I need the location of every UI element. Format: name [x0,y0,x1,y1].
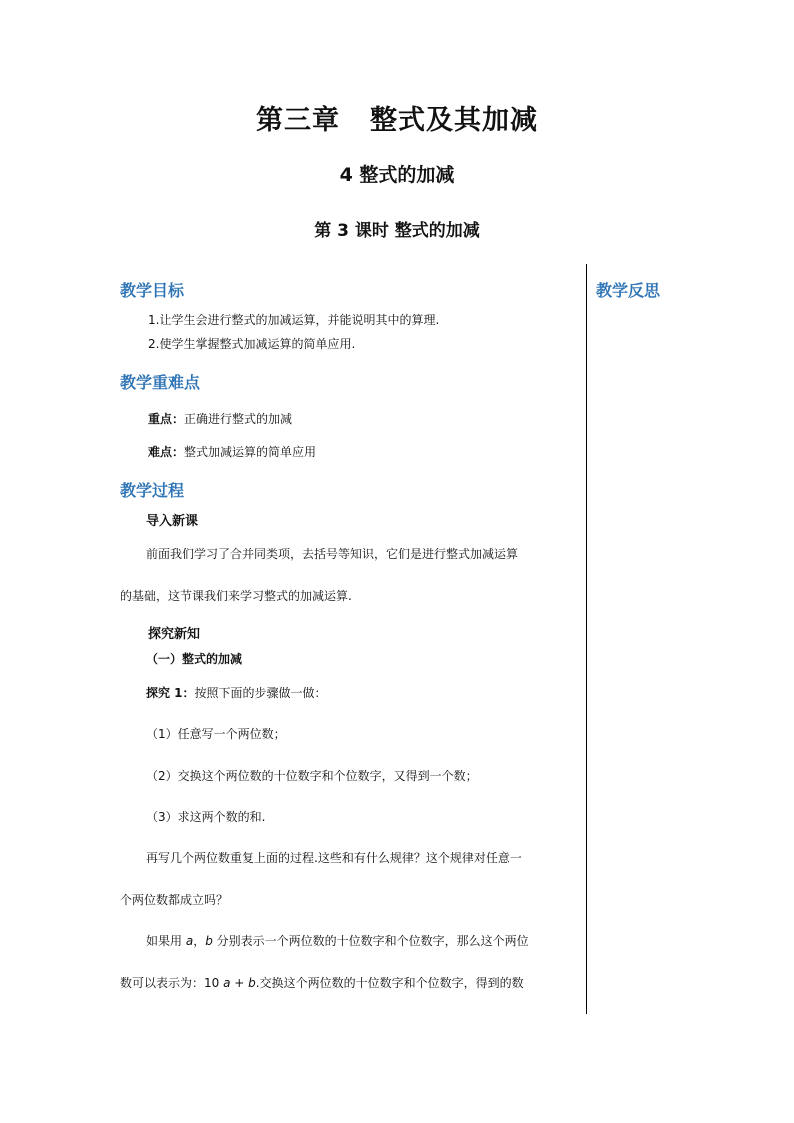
probe-1-label: 探究 1： [146,686,195,700]
answer-line-2-post: .交换这个两位数的十位数字和个位数字，得到的数 [255,976,524,990]
plus-sign: + [230,976,249,990]
intro-paragraph-line-1: 前面我们学习了合并同类项，去括号等知识，它们是进行整式加减运算 [146,547,519,561]
answer-line-1-pre: 如果用 [146,934,186,948]
section-title: 4 整式的加减 [339,164,455,186]
key-point [148,410,292,427]
difficult-point-text: 整式加减运算的简单应用 [184,445,317,459]
probe-1-text: 按照下面的步骤做一做： [194,686,327,700]
variable-b-2: b [248,976,256,990]
chapter-name: 整式及其加减 [370,105,538,136]
keypoints-heading: 教学重难点 [120,373,201,392]
difficult-point-label: 难点： [148,445,185,459]
step-2: （2）交换这个两位数的十位数字和个位数字，又得到一个数； [146,769,478,783]
variable-a: a [185,934,194,948]
part-1-heading: （一）整式的加减 [146,652,243,666]
variable-a-2: a [223,976,231,990]
answer-line-1-post: 分别表示一个两位数的十位数字和个位数字，那么这个两位 [212,934,529,948]
answer-line-1 [146,932,529,949]
difficult-point [148,443,316,460]
key-point-label: 重点： [148,412,185,426]
variable-b: b [205,934,213,948]
explore-heading: 探究新知 [148,627,201,642]
answer-comma: ， [193,934,206,948]
process-heading: 教学过程 [120,481,185,500]
chapter-number: 第三章 [256,105,340,136]
chapter-title [0,98,794,137]
intro-heading: 导入新课 [146,514,199,529]
step-3: （3）求这两个数的和. [146,810,266,824]
lesson-title: 第 3 课时 整式的加减 [314,221,480,241]
goal-item-1: 1.让学生会进行整式的加减运算，并能说明其中的算理. [148,313,440,327]
probe-1 [146,684,327,701]
question-line-1: 再写几个两位数重复上面的过程.这些和有什么规律？这个规律对任意一 [146,851,522,865]
goal-item-2: 2.使学生掌握整式加减运算的简单应用. [148,337,356,351]
column-divider [586,264,587,1014]
step-1: （1）任意写一个两位数； [146,727,286,741]
answer-line-2-pre: 数可以表示为：10 [120,976,224,990]
question-line-2: 个两位数都成立吗？ [120,893,229,907]
intro-paragraph-line-2: 的基础，这节课我们来学习整式的加减运算. [120,589,352,603]
reflection-heading: 教学反思 [596,281,661,300]
answer-line-2 [120,974,524,991]
key-point-text: 正确进行整式的加减 [184,412,293,426]
goals-heading: 教学目标 [120,281,185,300]
